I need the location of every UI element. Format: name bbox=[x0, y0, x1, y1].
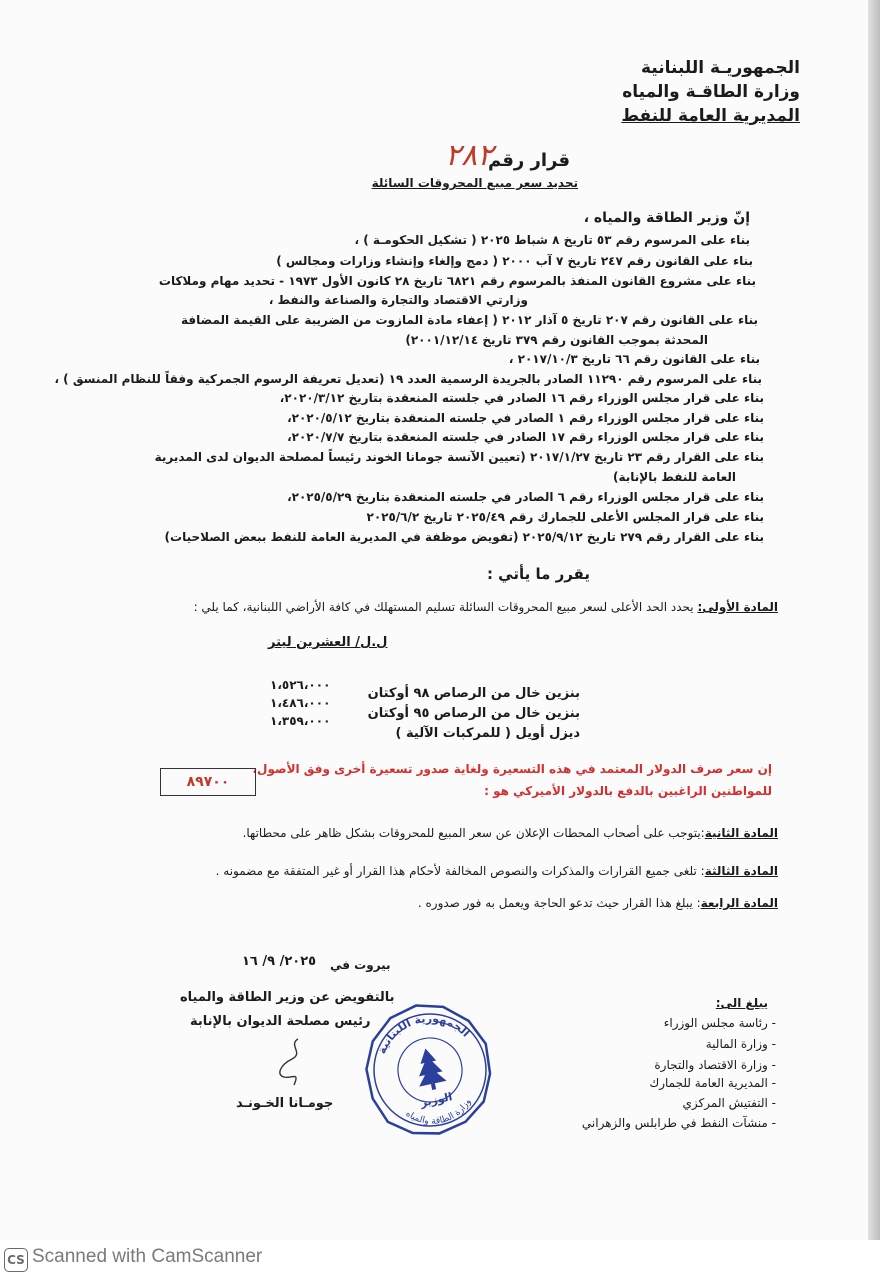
distribution-item-3: - المديرية العامة للجمارك bbox=[649, 1076, 776, 1090]
price-0: ١،٥٢٦،٠٠٠ bbox=[270, 678, 331, 692]
recital-13: بناء على قرار مجلس الوزراء رقم ٦ الصادر في جلسته المنعقدة بتاريخ ٢٠٢٥/٥/٢٩، bbox=[287, 490, 764, 504]
camscanner-text: Scanned with CamScanner bbox=[32, 1246, 263, 1267]
signature-line-2: رئيس مصلحة الديوان بالإنابة bbox=[190, 1014, 371, 1029]
article-3 bbox=[216, 864, 778, 878]
recital-10: بناء على قرار مجلس الوزراء رقم ١٧ الصادر في جلسته المنعقدة بتاريخ ٢٠٢٠/٧/٧، bbox=[287, 430, 764, 444]
header-republic: الجمهوريـة اللبنانية bbox=[641, 58, 800, 78]
stamp-bottom-text: وزارة الطاقة والمياه bbox=[403, 1097, 474, 1127]
recital-4: بناء على القانون رقم ٢٠٧ تاريخ ٥ آذار ٢٠١٢ ( إعفاء مادة المازوت من الضريبة على القيمة المضافة bbox=[180, 313, 758, 327]
exchange-note-2: للمواطنين الراغبين بالدفع بالدولار الأميركي هو : bbox=[484, 784, 772, 798]
recital-1: بناء على القانون رقم ٢٤٧ تاريخ ٧ آب ٢٠٠٠ ( دمج وإلغاء وإنشاء وزارات ومجالس ) bbox=[276, 254, 753, 268]
article-3-heading: المادة الثالثة bbox=[704, 864, 778, 878]
recital-3: وزارتي الاقتصاد والتجارة والصناعة والنفط ، bbox=[268, 293, 528, 307]
distribution-title: يبلغ الى: bbox=[715, 996, 768, 1010]
recital-11: بناء على القرار رقم ٢٣ تاريخ ٢٠١٧/١/٢٧ (تعيين الآنسة جومانا الخوند رئيساً لمصلحة الديوان لدى المديرية bbox=[154, 450, 764, 464]
recital-9: بناء على قرار مجلس الوزراء رقم ١ الصادر في جلسته المنعقدة بتاريخ ٢٠٢٠/٥/١٢، bbox=[287, 411, 764, 425]
article-1-heading: المادة الأولى: bbox=[697, 600, 778, 614]
article-2 bbox=[243, 826, 778, 840]
recital-12: العامة للنفط بالإنابة) bbox=[613, 470, 736, 484]
recital-2: بناء على مشروع القانون المنفذ بالمرسوم رقم ٦٨٢١ تاريخ ٢٨ كانون الأول ١٩٧٣ - تحديد مهام وملاكات bbox=[158, 274, 756, 288]
article-2-heading: المادة الثانية bbox=[704, 826, 778, 840]
recital-8: بناء على قرار مجلس الوزراء رقم ١٦ الصادر في جلسته المنعقدة بتاريخ ٢٠٢٠/٣/١٢، bbox=[279, 391, 764, 405]
article-2-text: :يتوجب على أصحاب المحطات الإعلان عن سعر المبيع للمحروقات بشكل ظاهر على محطاتها. bbox=[242, 826, 705, 840]
signature-line-1: بالتفويض عن وزير الطاقة والمياه bbox=[180, 990, 395, 1005]
distribution-item-2: - وزارة الاقتصاد والتجارة bbox=[654, 1058, 776, 1072]
distribution-item-0: - رئاسة مجلس الوزراء bbox=[663, 1016, 776, 1030]
signatory-name: جومـانا الخـونـد bbox=[236, 1096, 334, 1111]
distribution-item-1: - وزارة المالية bbox=[705, 1037, 776, 1051]
scanner-watermark bbox=[0, 1240, 880, 1280]
exchange-rate-box: ٨٩٧٠٠ bbox=[160, 768, 256, 796]
stamp-top-text: الجمهورية اللبنانية bbox=[375, 1011, 473, 1056]
product-2: ديزل أويل ( للمركبات الآلية ) bbox=[395, 726, 580, 741]
minister-line: إنّ وزير الطاقة والمياه ، bbox=[583, 210, 750, 226]
page-edge-shadow bbox=[868, 0, 880, 1240]
decision-subject: تحديد سعر مبيع المحروقات السائلة bbox=[371, 176, 578, 190]
decides-heading: يقرر ما يأتي : bbox=[486, 565, 590, 583]
product-0: بنزين خال من الرصاص ٩٨ أوكتان bbox=[367, 686, 580, 701]
place-label: بيروت في bbox=[330, 958, 391, 972]
camscanner-logo: CS bbox=[4, 1248, 28, 1272]
product-1: بنزين خال من الرصاص ٩٥ أوكتان bbox=[367, 706, 580, 721]
exchange-note-1: إن سعر صرف الدولار المعتمد في هذه التسعيرة ولغاية صدور تسعيرة أخرى وفق الأصول، bbox=[252, 762, 772, 776]
recital-0: بناء على المرسوم رقم ٥٣ تاريخ ٨ شباط ٢٠٢٥ ( تشكيل الحكومـة ) ، bbox=[354, 233, 750, 247]
recital-7: بناء على المرسوم رقم ١١٢٩٠ الصادر بالجريدة الرسمية العدد ١٩ (تعديل تعريفة الرسوم الجمركية وفقاً للنظام المنسق ) ، bbox=[54, 372, 762, 386]
article-4-heading: المادة الرابعة bbox=[700, 896, 778, 910]
distribution-item-5: - منشآت النفط في طرابلس والزهراني bbox=[581, 1116, 776, 1130]
article-1 bbox=[194, 600, 778, 614]
handwritten-signature bbox=[270, 1035, 310, 1090]
stamp-center-text: الوزير bbox=[419, 1090, 454, 1110]
recital-5: المحدثة بموجب القانون رقم ٣٧٩ تاريخ ٢٠٠١/١٢/١٤) bbox=[405, 333, 708, 347]
distribution-item-4: - التفتيش المركزي bbox=[682, 1096, 776, 1110]
signature-date: ٢٠٢٥/ ٩/ ١٦ bbox=[242, 954, 317, 969]
article-3-text: : تلغى جميع القرارات والمذكرات والنصوص المخالفة لأحكام هذا القرار أو غير المتفقة مع مضمونه . bbox=[215, 864, 705, 878]
cedar-icon bbox=[412, 1046, 447, 1087]
price-2: ١،٣٥٩،٠٠٠ bbox=[270, 714, 331, 728]
decision-label: قرار رقم bbox=[487, 150, 570, 171]
recital-14: بناء على قرار المجلس الأعلى للجمارك رقم ٢٠٢٥/٤٩ تاريخ ٢٠٢٥/٦/٢ bbox=[366, 510, 764, 524]
svg-text:الجمهورية اللبنانية bbox=[369, 1003, 474, 1058]
article-1-text: يحدد الحد الأعلى لسعر مبيع المحروقات السائلة تسليم المستهلك في كافة الأراضي اللبنانية، كما يلي : bbox=[193, 600, 698, 614]
official-stamp bbox=[360, 1000, 500, 1140]
price-1: ١،٤٨٦،٠٠٠ bbox=[270, 696, 331, 710]
price-unit: ل.ل/ العشرين ليتر bbox=[268, 635, 388, 650]
recital-15: بناء على القرار رقم ٢٧٩ تاريخ ٢٠٢٥/٩/١٢ (تفويض موظفة في المديرية العامة للنفط ببعض الصلاحيات) bbox=[164, 530, 764, 544]
article-4 bbox=[418, 896, 778, 910]
decision-number: ٢٨٢ bbox=[445, 138, 494, 173]
article-4-text: : يبلغ هذا القرار حيث تدعو الحاجة ويعمل به فور صدوره . bbox=[417, 896, 701, 910]
recital-6: بناء على القانون رقم ٦٦ تاريخ ٢٠١٧/١٠/٣ ، bbox=[508, 352, 760, 366]
header-ministry: وزارة الطاقـة والمياه bbox=[622, 82, 800, 102]
header-directorate: المديرية العامة للنفط bbox=[621, 106, 800, 126]
